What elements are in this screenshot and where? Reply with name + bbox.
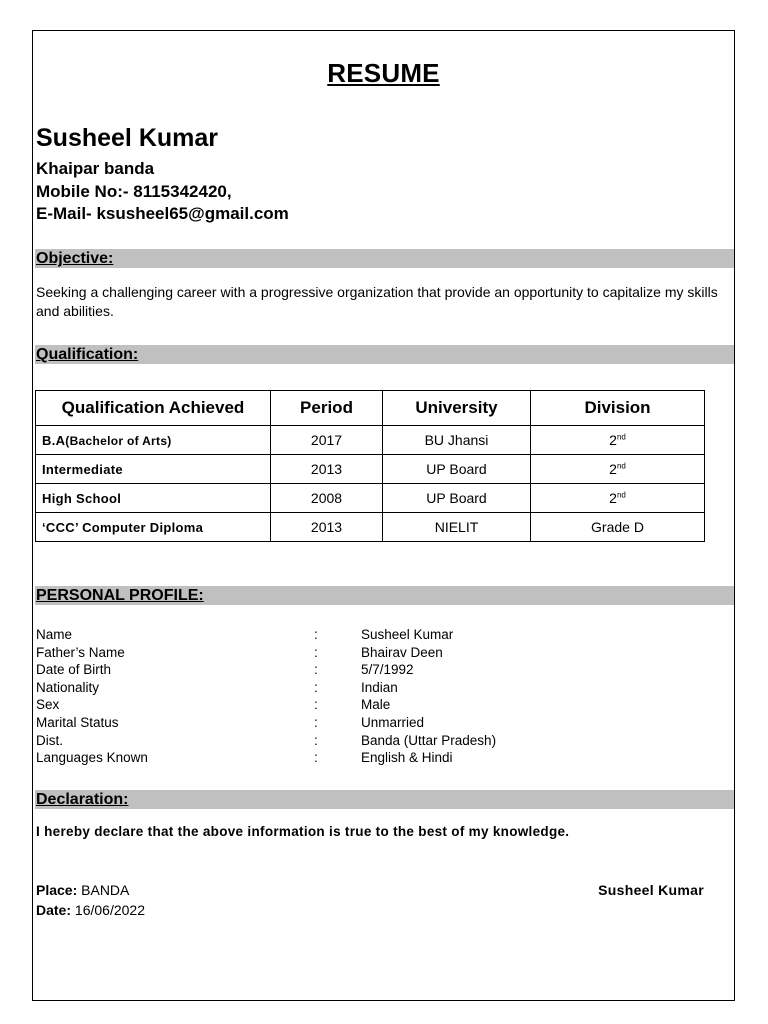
declaration-section-header	[35, 790, 734, 809]
division-suffix: nd	[616, 432, 626, 442]
col-header-qualification: Qualification Achieved	[36, 391, 271, 426]
declaration-heading: Declaration:	[36, 791, 129, 808]
signature-name: Susheel Kumar	[598, 882, 704, 898]
list-item	[36, 644, 496, 662]
qualification-section-header	[35, 345, 734, 364]
period-cell: 2013	[271, 455, 383, 484]
mobile-line: Mobile No:- 8115342420,	[36, 182, 232, 201]
table-row	[36, 426, 705, 455]
qualification-name: High School	[42, 490, 122, 506]
profile-value: Male	[361, 697, 391, 713]
profile-value: English & Hindi	[361, 750, 453, 766]
profile-label: Languages Known	[36, 750, 148, 766]
qualification-name: B.A	[42, 432, 66, 448]
qualification-table	[35, 390, 705, 542]
profile-section-header	[35, 586, 734, 605]
profile-separator: :	[314, 644, 318, 660]
university-cell: UP Board	[383, 484, 531, 513]
qualification-cell	[36, 455, 271, 484]
profile-label: Dist.	[36, 732, 63, 748]
profile-separator: :	[314, 627, 318, 642]
profile-value: Unmarried	[361, 714, 425, 730]
objective-text: Seeking a challenging career with a progressive organization that provide an opportunity to capitalize my skills and abilities.	[36, 284, 718, 319]
list-item	[36, 696, 496, 714]
profile-label: Sex	[36, 697, 60, 713]
qualification-heading: Qualification:	[36, 346, 139, 363]
address-line: Khaipar banda	[36, 159, 155, 178]
declaration-text: I hereby declare that the above information is true to the best of my knowledge.	[36, 824, 570, 839]
place-value: BANDA	[77, 882, 130, 898]
profile-separator: :	[314, 714, 318, 730]
document-title: RESUME	[327, 58, 440, 88]
objective-section-header	[35, 249, 734, 268]
profile-value: 5/7/1992	[361, 662, 414, 678]
profile-label: Name	[36, 627, 73, 642]
period-cell: 2008	[271, 484, 383, 513]
period-cell: 2017	[271, 426, 383, 455]
list-item	[36, 661, 496, 679]
division-cell	[531, 484, 705, 513]
profile-value: Indian	[361, 679, 398, 695]
date-label: Date:	[36, 902, 72, 918]
qualification-cell	[36, 513, 271, 542]
profile-separator: :	[314, 662, 318, 678]
table-row	[36, 513, 705, 542]
qualification-name: ‘CCC’ Computer Diploma	[42, 519, 204, 535]
profile-value: Banda (Uttar Pradesh)	[361, 732, 497, 748]
profile-separator: :	[314, 679, 318, 695]
table-row	[36, 484, 705, 513]
profile-separator: :	[314, 732, 318, 748]
objective-heading: Objective:	[36, 250, 114, 267]
division-cell	[531, 513, 705, 542]
division-suffix: nd	[616, 490, 626, 500]
university-cell: BU Jhansi	[383, 426, 531, 455]
period-cell: 2013	[271, 513, 383, 542]
profile-separator: :	[314, 750, 318, 766]
division-value: 2	[609, 490, 617, 506]
profile-value: Bhairav Deen	[361, 644, 443, 660]
date-line	[36, 902, 145, 918]
place-line	[36, 882, 129, 898]
list-item	[36, 714, 496, 732]
division-value: Grade D	[591, 519, 644, 535]
division-cell	[531, 426, 705, 455]
personal-profile-list	[36, 626, 496, 767]
division-value: 2	[609, 461, 617, 477]
university-cell: UP Board	[383, 455, 531, 484]
table-header-row	[36, 391, 705, 426]
division-value: 2	[609, 432, 617, 448]
list-item	[36, 749, 496, 767]
profile-label: Nationality	[36, 679, 100, 695]
division-cell	[531, 455, 705, 484]
qualification-cell	[36, 484, 271, 513]
profile-label: Marital Status	[36, 714, 119, 730]
email-line: E-Mail- ksusheel65@gmail.com	[36, 204, 289, 223]
resume-page	[32, 30, 735, 1001]
place-label: Place:	[36, 882, 78, 898]
division-suffix: nd	[616, 461, 626, 471]
profile-label: Date of Birth	[36, 662, 112, 678]
profile-heading: PERSONAL PROFILE:	[36, 587, 204, 604]
date-value: 16/06/2022	[71, 902, 145, 918]
qualification-cell	[36, 426, 271, 455]
list-item	[36, 732, 496, 750]
profile-value: Susheel Kumar	[361, 627, 454, 642]
university-cell: NIELIT	[383, 513, 531, 542]
table-row	[36, 455, 705, 484]
qualification-subtitle: (Bachelor of Arts)	[65, 433, 172, 448]
list-item	[36, 679, 496, 697]
col-header-period: Period	[271, 391, 383, 426]
qualification-name: Intermediate	[42, 461, 123, 477]
candidate-name: Susheel Kumar	[36, 124, 219, 152]
profile-label: Father’s Name	[36, 644, 125, 660]
col-header-university: University	[383, 391, 531, 426]
list-item	[36, 626, 496, 644]
profile-separator: :	[314, 697, 318, 713]
col-header-division: Division	[531, 391, 705, 426]
